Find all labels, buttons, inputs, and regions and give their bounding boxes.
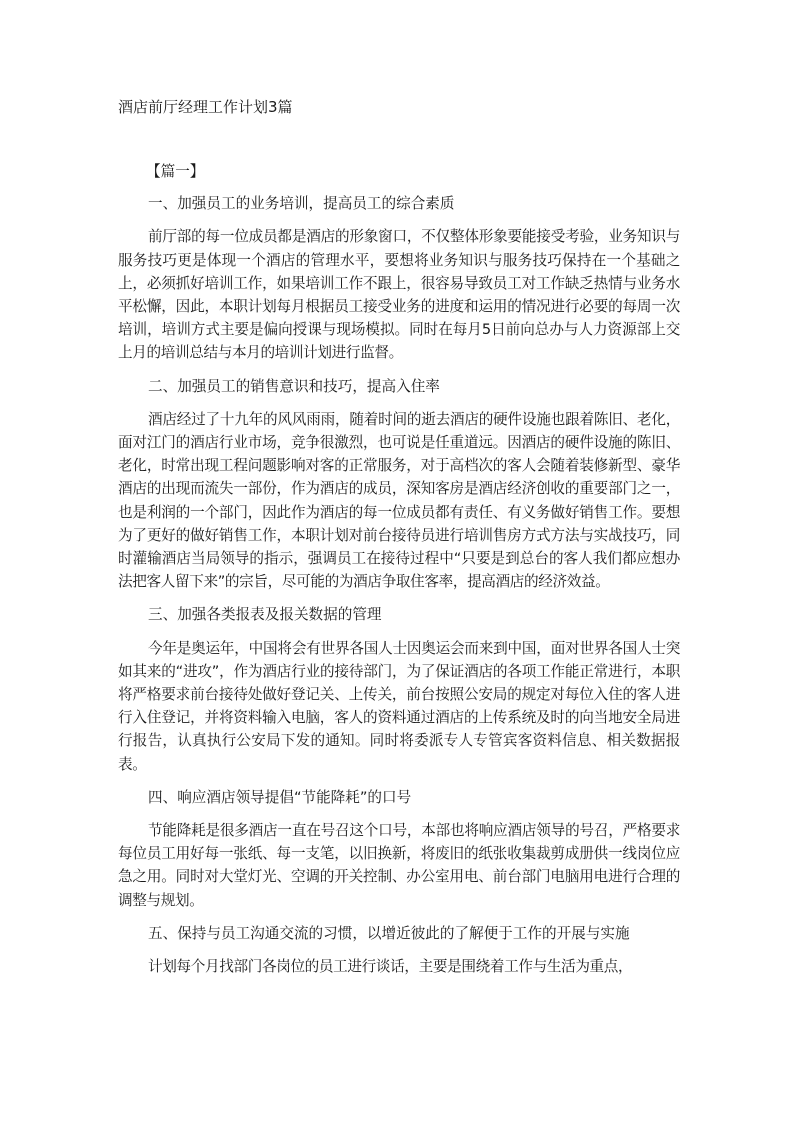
body-paragraph-4: 节能降耗是很多酒店一直在号召这个口号，本部也将响应酒店领导的号召，严格要求每位员工用好每一张纸、每一支笔，以旧换新，将废旧的纸张收集裁剪成册供一线岗位应急之用。同时对大堂灯光、空调的开关控制、办公室用电、前台部门电脑用电进行合理的调整与规划。 (118, 822, 680, 909)
document-title: 酒店前厅经理工作计划3篇 (118, 98, 293, 116)
section-heading-3: 三、加强各类报表及报关数据的管理 (148, 606, 382, 624)
body-paragraph-2: 酒店经过了十九年的风风雨雨，随着时间的逝去酒店的硬件设施也跟着陈旧、老化，面对江门的酒店行业市场，竞争很激烈，也可说是任重道远。因酒店的硬件设施的陈旧、老化，时常出现工程问题影响对客的正常服务，对于高档次的客人会随着装修新型、豪华酒店的出现而流失一部份，作为酒店的成员，深知客房是酒店经济创收的重要部门之一，也是利润的一个部门，因此作为酒店的每一位成员都有责任、有义务做好销售工作。要想为了更好的做好销售工作，本职计划对前台接待员进行培训售房方式方法与实战技巧，同时灌输酒店当局领导的指示，强调员工在接待过程中“只要是到总台的客人我们都应想办法把客人留下来”的宗旨，尽可能的为酒店争取住客率，提高酒店的经济效益。 (118, 410, 680, 591)
section-heading-1: 一、加强员工的业务培训，提高员工的综合素质 (148, 195, 455, 213)
section-heading-2: 二、加强员工的销售意识和技巧，提高入住率 (148, 377, 440, 395)
section-heading-5: 五、保持与员工沟通交流的习惯，以增近彼此的了解便于工作的开展与实施 (148, 924, 630, 942)
body-paragraph-1: 前厅部的每一位成员都是酒店的形象窗口，不仅整体形象要能接受考验，业务知识与服务技巧更是体现一个酒店的管理水平，要想将业务知识与服务技巧保持在一个基础之上，必须抓好培训工作，如果培训工作不跟上，很容易导致员工对工作缺乏热情与业务水平松懈，因此，本职计划每月根据员工接受业务的进度和运用的情况进行必要的每周一次培训，培训方式主要是偏向授课与现场模拟。同时在每月5日前向总办与人力资源部上交上月的培训总结与本月的培训计划进行监督。 (118, 228, 680, 362)
section-marker: 【篇一】 (146, 163, 205, 180)
section-heading-4: 四、响应酒店领导提倡“节能降耗”的口号 (148, 788, 412, 806)
body-paragraph-5: 计划每个月找部门各岗位的员工进行谈话，主要是围绕着工作与生活为重点， (148, 958, 633, 976)
document-body (118, 160, 680, 988)
body-paragraph-3: 今年是奥运年，中国将会有世界各国人士因奥运会而来到中国，面对世界各国人士突如其来的“进攻”，作为酒店行业的接待部门，为了保证酒店的各项工作能正常进行，本职将严格要求前台接待处做好登记关、上传关，前台按照公安局的规定对每位入住的客人进行入住登记，并将资料输入电脑，客人的资料通过酒店的上传系统及时的向当地安全局进行报告，认真执行公安局下发的通知。同时将委派专人专管宾客资料信息、相关数据报表。 (118, 639, 680, 773)
